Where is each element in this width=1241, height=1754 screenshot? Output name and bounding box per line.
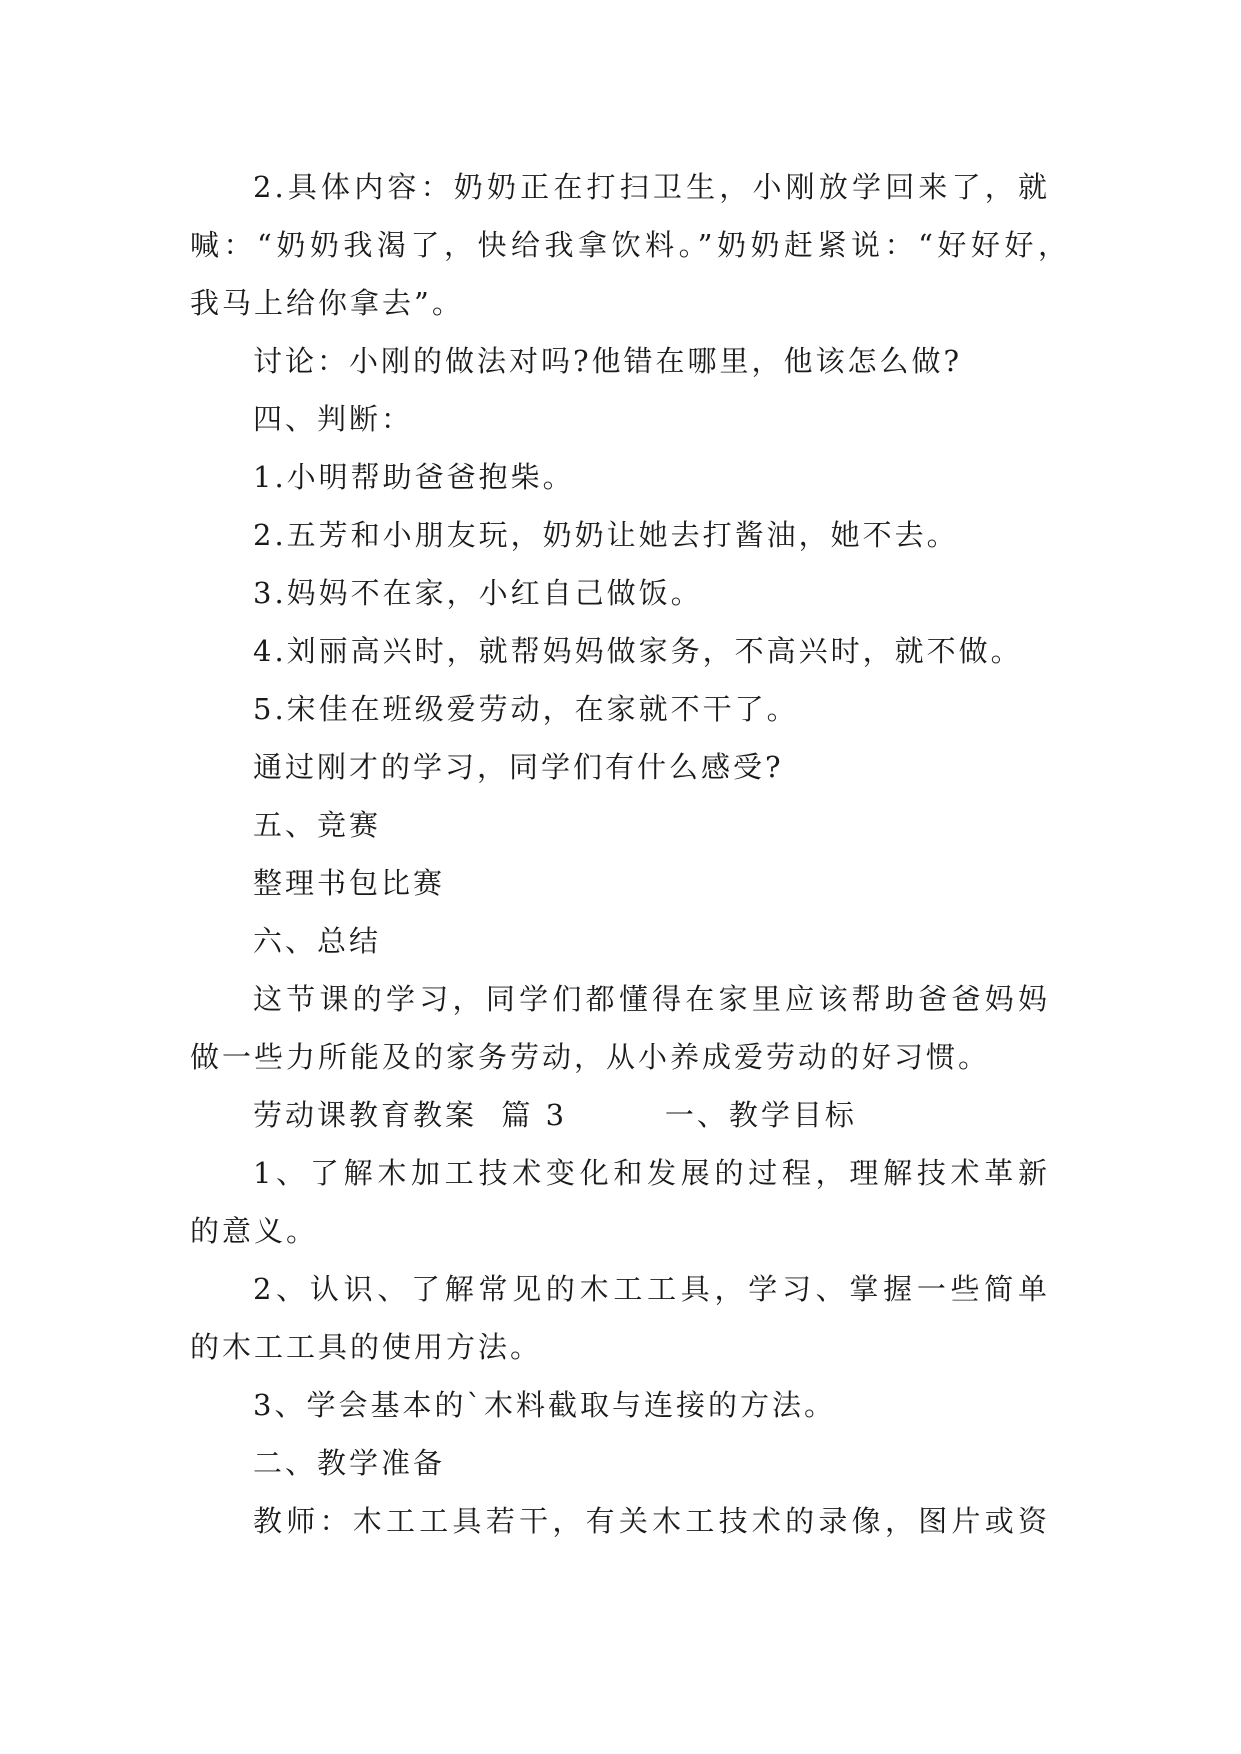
list-item: 4.刘丽高兴时，就帮妈妈做家务，不高兴时，就不做。: [253, 634, 1023, 668]
paragraph-line: 这节课的学习，同学们都懂得在家里应该帮助爸爸妈妈: [253, 982, 1050, 1016]
list-item: 1.小明帮助爸爸抱柴。: [253, 460, 575, 494]
section-heading: 二、教学准备: [253, 1446, 446, 1480]
paragraph-line: 做一些力所能及的家务劳动，从小养成爱劳动的好习惯。: [190, 1040, 991, 1074]
paragraph-line: 喊：“奶奶我渴了，快给我拿饮料。”奶奶赶紧说：“好好好，: [190, 228, 1070, 262]
paragraph-line: 2、认识、了解常见的木工工具，学习、掌握一些简单: [253, 1272, 1050, 1306]
list-item: 2.五芳和小朋友玩，奶奶让她去打酱油，她不去。: [253, 518, 959, 552]
paragraph-line: 通过刚才的学习，同学们有什么感受?: [253, 750, 784, 784]
list-item: 3.妈妈不在家，小红自己做饭。: [253, 576, 703, 610]
paragraph-line: 3、学会基本的`木料截取与连接的方法。: [253, 1388, 836, 1422]
paragraph-line: 的木工工具的使用方法。: [190, 1330, 543, 1364]
list-item: 5.宋佳在班级爱劳动，在家就不干了。: [253, 692, 799, 726]
section-heading: 六、总结: [253, 924, 382, 958]
section-title: 劳动课教育教案 篇 3 一、教学目标: [253, 1098, 857, 1132]
section-heading: 五、竞赛: [253, 808, 382, 842]
paragraph-line: 整理书包比赛: [253, 866, 446, 900]
paragraph-line: 讨论：小刚的做法对吗?他错在哪里，他该怎么做?: [253, 344, 963, 378]
paragraph-line: 1、了解木加工技术变化和发展的过程，理解技术革新: [253, 1156, 1050, 1190]
paragraph-line: 的意义。: [190, 1214, 319, 1248]
paragraph-line: 教师：木工工具若干，有关木工技术的录像，图片或资: [253, 1504, 1050, 1538]
paragraph-line: 我马上给你拿去”。: [190, 286, 464, 320]
paragraph-line: 2.具体内容：奶奶正在打扫卫生，小刚放学回来了，就: [253, 170, 1050, 204]
section-heading: 四、判断：: [253, 402, 414, 436]
